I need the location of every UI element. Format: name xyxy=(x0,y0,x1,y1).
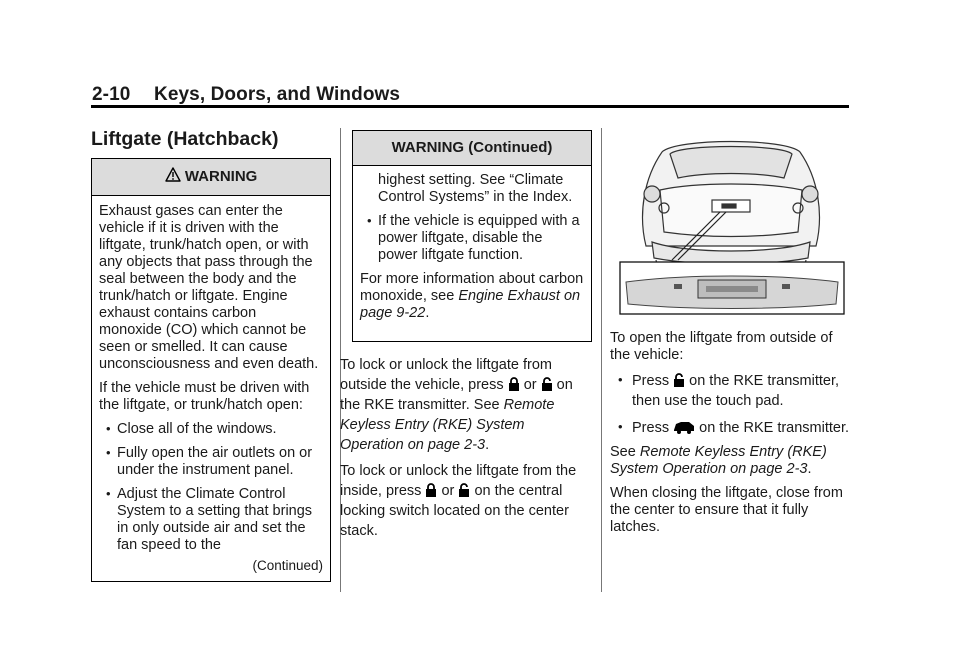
inside-lock-or: or xyxy=(441,483,455,499)
see-reference xyxy=(610,444,856,478)
warning-bullet-2: • Fully open the air outlets on or under the instrument panel. xyxy=(99,445,323,479)
rke-link-2[interactable]: Remote Keyless Entry (RKE) System Operation on page 2-3 xyxy=(610,444,827,477)
step-1-press: Press xyxy=(632,373,670,389)
column-divider-right xyxy=(601,128,602,592)
step-2-press: Press xyxy=(632,420,670,436)
warning-continued-body xyxy=(353,166,591,322)
warning-paragraph-1: Exhaust gases can enter the vehicle if it is driven with the liftgate, trunk/hatch open, or with any objects that pass through the seal between the body and the trunk/hatch or liftgate. Engine exhaust contains carbon monoxide (CO) which cannot be seen or smelled. It can cause unconsciousness and even death. xyxy=(99,203,319,372)
chapter-title: Keys, Doors, and Windows xyxy=(154,84,401,105)
see-end: . xyxy=(807,461,812,477)
step-1-text: on the RKE transmitter, then use the touch pad. xyxy=(632,373,840,409)
outside-lock-end: . xyxy=(485,437,490,453)
warning-box xyxy=(91,158,331,582)
warning-continued-line: highest setting. See “Climate Control Systems” in the Index. xyxy=(378,172,573,205)
warning-continued-box xyxy=(352,130,592,342)
inside-lock-text: To lock or unlock the liftgate from the inside, press xyxy=(340,463,577,499)
unlock-icon xyxy=(673,373,685,387)
middle-text xyxy=(340,355,590,541)
continued-label: (Continued) xyxy=(252,558,323,573)
unlock-icon xyxy=(541,377,553,391)
vehicle-icon xyxy=(673,420,695,434)
unlock-icon xyxy=(458,483,470,497)
open-step-1 xyxy=(610,371,856,411)
open-liftgate-intro: To open the liftgate from outside of the vehicle: xyxy=(610,330,833,363)
outside-lock-text-2: on the RKE transmitter. See xyxy=(340,377,573,413)
engine-exhaust-link[interactable]: Engine Exhaust on page 9-22 xyxy=(360,288,581,321)
page-header xyxy=(92,84,400,106)
more-info-text: For more information about carbon monoxide, see xyxy=(360,271,584,304)
warning-triangle-icon xyxy=(165,167,181,182)
warning-box-body xyxy=(92,196,330,574)
lock-icon xyxy=(508,377,520,391)
closing-note: When closing the liftgate, close from the center to ensure that it fully latches. xyxy=(610,485,843,535)
warning-continued-bullet: • If the vehicle is equipped with a power liftgate, disable the power liftgate function. xyxy=(360,213,584,264)
warning-paragraph-2: If the vehicle must be driven with the liftgate, or trunk/hatch open: xyxy=(99,380,310,413)
page-number: 2-10 xyxy=(92,84,131,105)
inside-lock-paragraph xyxy=(340,461,590,541)
open-step-2 xyxy=(610,418,856,438)
warning-bullet-1: • Close all of the windows. xyxy=(99,421,323,438)
warning-bullet-3: • Adjust the Climate Control System to a setting that brings in only outside air and set the fan speed to the xyxy=(99,486,323,554)
lock-icon xyxy=(425,483,437,497)
outside-lock-or: or xyxy=(523,377,537,393)
outside-lock-paragraph xyxy=(340,355,590,455)
right-text xyxy=(610,330,856,536)
see-text: See xyxy=(610,444,636,460)
hatchback-rear-illustration xyxy=(616,134,848,318)
warning-box-header xyxy=(92,159,330,196)
warning-title: WARNING xyxy=(184,168,258,185)
header-rule xyxy=(91,105,849,108)
warning-continued-header: WARNING (Continued) xyxy=(353,131,591,166)
inside-lock-text-2: on the central locking switch located on the center stack. xyxy=(340,483,569,539)
more-info-end: . xyxy=(425,305,430,321)
step-2-text: on the RKE transmitter. xyxy=(699,420,850,436)
outside-lock-text: To lock or unlock the liftgate from outside the vehicle, press xyxy=(340,357,552,393)
more-info-paragraph xyxy=(360,271,584,322)
rke-link-1[interactable]: Remote Keyless Entry (RKE) System Operation on page 2-3 xyxy=(340,397,555,453)
section-title: Liftgate (Hatchback) xyxy=(91,128,279,150)
